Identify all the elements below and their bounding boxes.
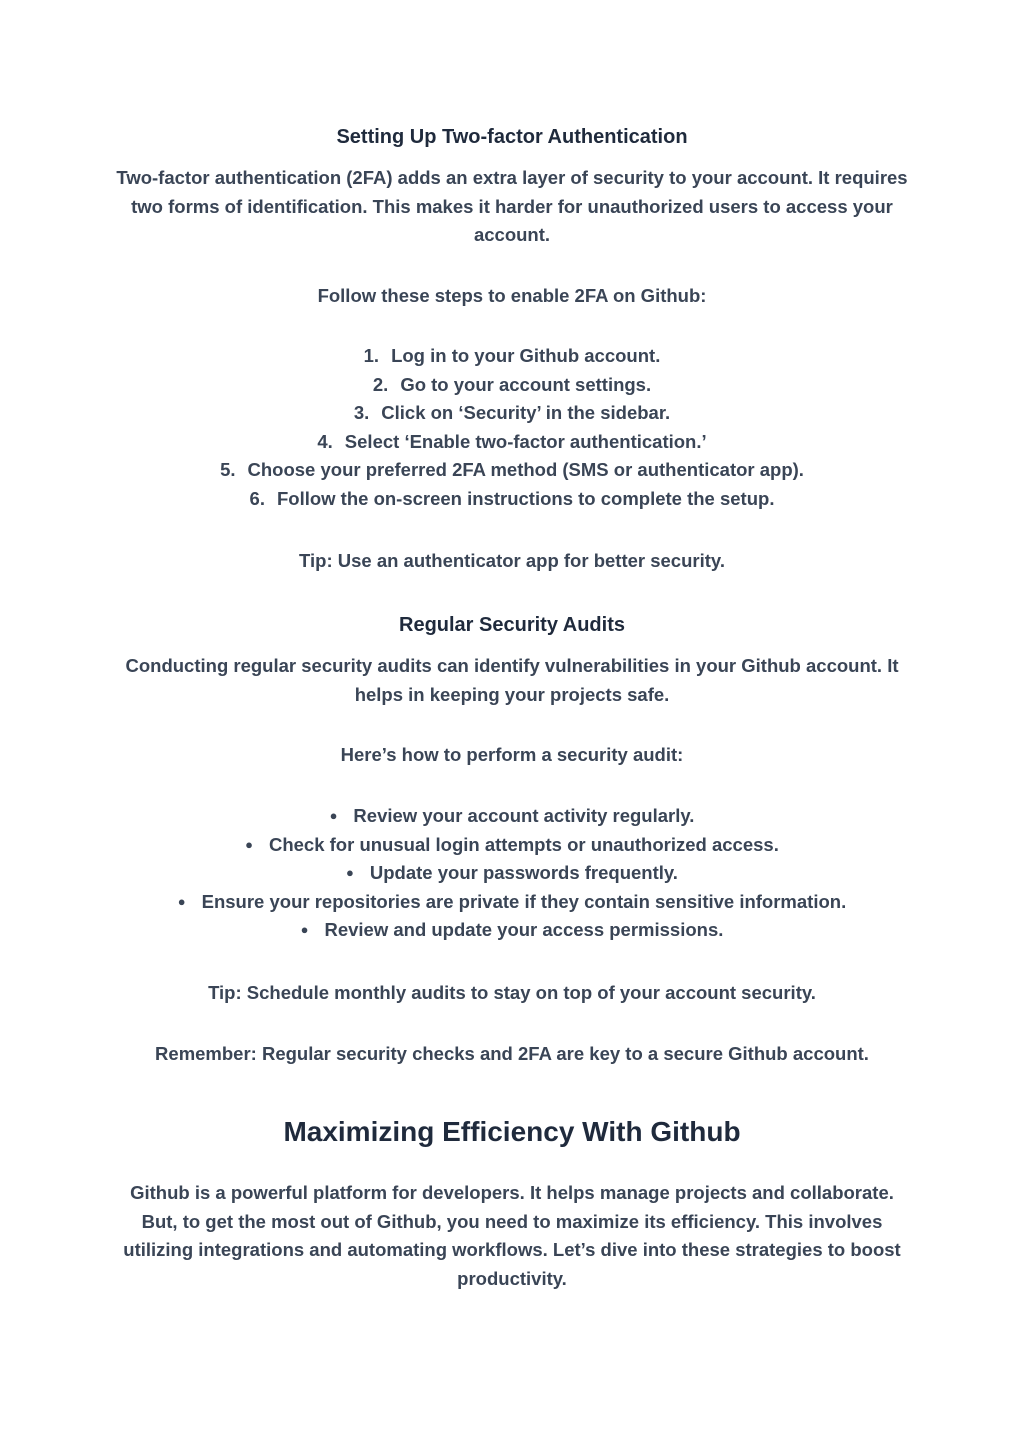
step-number: 1.: [363, 345, 380, 366]
audit-item-text: Update your passwords frequently.: [369, 862, 678, 884]
audit-item-text: Review your account activity regularly.: [353, 805, 695, 826]
step-item: [110, 485, 914, 514]
step-number: 6.: [249, 487, 265, 509]
step-text: Choose your preferred 2FA method (SMS or authenticator app).: [247, 459, 804, 481]
step-item: [110, 371, 914, 400]
step-text: Go to your account settings.: [400, 373, 652, 395]
paragraph-steps-intro: Follow these steps to enable 2FA on Github:: [317, 285, 707, 306]
step-item: [110, 456, 914, 485]
audit-item: [110, 831, 914, 860]
step-text: Log in to your Github account.: [391, 345, 661, 366]
bullet-icon: ●: [245, 836, 253, 852]
step-item: [110, 399, 914, 428]
audit-item: [110, 802, 914, 831]
audit-item-text: Ensure your repositories are private if they contain sensitive information.: [201, 890, 847, 912]
audit-item: [110, 916, 914, 945]
heading-audits: Regular Security Audits: [399, 614, 625, 636]
step-text: Follow the on-screen instructions to complete the setup.: [276, 487, 775, 509]
bullet-icon: ●: [177, 893, 186, 909]
paragraph-audits-intro: Conducting regular security audits can identify vulnerabilities in your Github account. It helps in keeping your projects safe.: [125, 655, 899, 705]
step-text: Click on ‘Security’ in the sidebar.: [381, 402, 671, 424]
step-item: [110, 428, 914, 457]
step-number: 3.: [353, 402, 370, 424]
paragraph-efficiency-intro: Github is a powerful platform for developers. It helps manage projects and collaborate. But, to get the most out of Github, you need to maximize its efficiency. This involves utilizing integrations and automating workflows. Let’s dive into these strategies to boost productivity.: [123, 1182, 901, 1289]
audit-item: [110, 859, 914, 888]
step-item: [110, 342, 914, 371]
bullet-icon: ●: [329, 808, 338, 823]
step-number: 2.: [372, 373, 389, 395]
audit-item-text: Check for unusual login attempts or unauthorized access.: [268, 833, 779, 855]
step-text: Select ‘Enable two-factor authentication.’: [344, 430, 707, 452]
bullet-icon: ●: [346, 865, 354, 881]
bullet-icon: ●: [300, 922, 309, 938]
paragraph-2fa-intro: Two-factor authentication (2FA) adds an extra layer of security to your account. It requires two forms of identification. This makes it harder for unauthorized users to access your account.: [116, 167, 908, 246]
audit-item-text: Review and update your access permissions.: [324, 919, 724, 941]
paragraph-audits-tip: Tip: Schedule monthly audits to stay on top of your account security.: [208, 982, 816, 1003]
audit-list: [110, 802, 914, 945]
paragraph-remember: Remember: Regular security checks and 2FA are key to a secure Github account.: [155, 1043, 869, 1064]
paragraph-2fa-tip: Tip: Use an authenticator app for better security.: [299, 550, 725, 571]
heading-efficiency: Maximizing Efficiency With Github: [283, 1116, 741, 1147]
paragraph-audit-list-intro: Here’s how to perform a security audit:: [340, 744, 684, 765]
heading-2fa: Setting Up Two-factor Authentication: [336, 126, 688, 148]
steps-list: [110, 342, 914, 514]
step-number: 5.: [220, 459, 236, 481]
step-number: 4.: [317, 430, 333, 452]
audit-item: [110, 888, 914, 917]
